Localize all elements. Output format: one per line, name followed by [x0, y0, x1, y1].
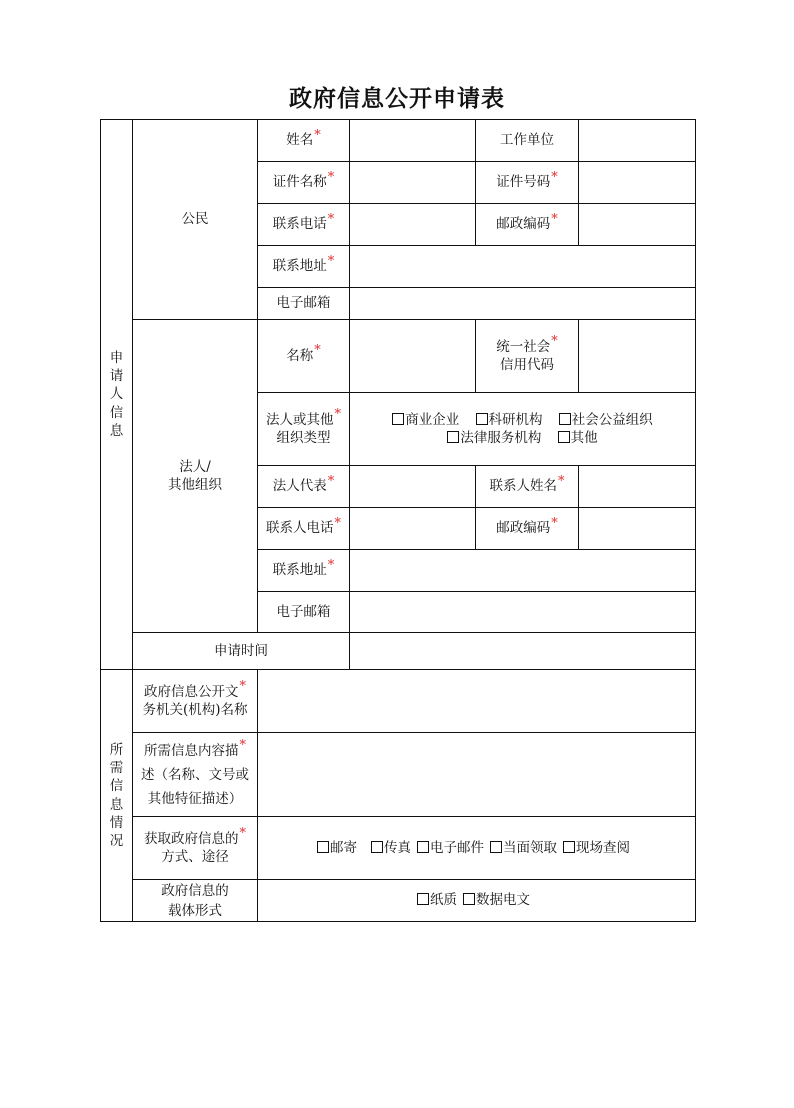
- access-method-option[interactable]: 邮寄: [317, 840, 357, 856]
- citizen-work-unit-field[interactable]: [579, 120, 696, 162]
- requested-info-section-label: 所 需 信 息 情 况: [101, 670, 133, 922]
- org-postcode-field[interactable]: [579, 508, 696, 550]
- info-description-field[interactable]: [258, 733, 696, 817]
- page-title: 政府信息公开申请表: [289, 86, 505, 112]
- access-method-option[interactable]: 现场查阅: [563, 840, 630, 856]
- org-contact-name-label: 联系人姓名*: [476, 466, 579, 508]
- citizen-address-label: 联系地址*: [258, 246, 350, 288]
- carrier-form-option[interactable]: 数据电文: [463, 892, 530, 908]
- checkbox-icon[interactable]: [371, 841, 383, 853]
- citizen-postcode-label: 邮政编码*: [476, 204, 579, 246]
- org-address-label: 联系地址*: [258, 550, 350, 592]
- org-type-option[interactable]: 社会公益组织: [559, 412, 653, 428]
- org-type-option[interactable]: 其他: [558, 430, 598, 446]
- org-email-field[interactable]: [350, 592, 696, 633]
- carrier-form-options: [258, 880, 696, 922]
- carrier-form-label: 政府信息的 载体形式: [133, 880, 258, 922]
- agency-name-field[interactable]: [258, 670, 696, 733]
- org-postcode-label: 邮政编码*: [476, 508, 579, 550]
- citizen-id-name-field[interactable]: [350, 162, 476, 204]
- access-method-options: [258, 817, 696, 880]
- org-name-label: 名称*: [258, 320, 350, 393]
- org-contact-phone-label: 联系人电话*: [258, 508, 350, 550]
- applicant-info-section-label: 申 请 人 信 息: [101, 120, 133, 670]
- org-type-option[interactable]: 商业企业: [392, 412, 459, 428]
- org-address-field[interactable]: [350, 550, 696, 592]
- carrier-form-option[interactable]: 纸质: [417, 892, 457, 908]
- agency-name-label: 政府信息公开文* 务机关(机构)名称: [133, 670, 258, 733]
- org-name-field[interactable]: [350, 320, 476, 393]
- citizen-email-field[interactable]: [350, 288, 696, 320]
- application-form-table: [100, 119, 696, 922]
- citizen-id-number-field[interactable]: [579, 162, 696, 204]
- citizen-label: 公民: [133, 120, 258, 320]
- checkbox-icon[interactable]: [417, 893, 429, 905]
- checkbox-icon[interactable]: [392, 413, 404, 425]
- access-method-option[interactable]: 当面领取: [490, 840, 557, 856]
- org-email-label: 电子邮箱: [258, 592, 350, 633]
- org-credit-code-field[interactable]: [579, 320, 696, 393]
- apply-time-label: 申请时间: [133, 633, 350, 670]
- citizen-email-label: 电子邮箱: [258, 288, 350, 320]
- info-description-label: 所需信息内容描* 述（名称、文号或 其他特征描述）: [133, 733, 258, 817]
- org-type-option[interactable]: 科研机构: [476, 412, 543, 428]
- org-contact-phone-field[interactable]: [350, 508, 476, 550]
- checkbox-icon[interactable]: [558, 431, 570, 443]
- citizen-phone-label: 联系电话*: [258, 204, 350, 246]
- checkbox-icon[interactable]: [476, 413, 488, 425]
- org-legal-rep-field[interactable]: [350, 466, 476, 508]
- checkbox-icon[interactable]: [463, 893, 475, 905]
- citizen-id-name-label: 证件名称*: [258, 162, 350, 204]
- access-method-option[interactable]: 电子邮件: [417, 840, 484, 856]
- org-credit-code-label: 统一社会* 信用代码: [476, 320, 579, 393]
- checkbox-icon[interactable]: [417, 841, 429, 853]
- access-method-option[interactable]: 传真: [371, 840, 411, 856]
- org-type-options: [350, 393, 696, 466]
- org-label: 法人/ 其他组织: [133, 320, 258, 633]
- citizen-name-label: 姓名*: [258, 120, 350, 162]
- org-type-label: 法人或其他* 组织类型: [258, 393, 350, 466]
- citizen-work-unit-label: 工作单位: [476, 120, 579, 162]
- checkbox-icon[interactable]: [563, 841, 575, 853]
- citizen-postcode-field[interactable]: [579, 204, 696, 246]
- checkbox-icon[interactable]: [447, 431, 459, 443]
- citizen-id-number-label: 证件号码*: [476, 162, 579, 204]
- org-type-option[interactable]: 法律服务机构: [447, 430, 541, 446]
- checkbox-icon[interactable]: [490, 841, 502, 853]
- org-contact-name-field[interactable]: [579, 466, 696, 508]
- citizen-address-field[interactable]: [350, 246, 696, 288]
- citizen-phone-field[interactable]: [350, 204, 476, 246]
- checkbox-icon[interactable]: [317, 841, 329, 853]
- org-legal-rep-label: 法人代表*: [258, 466, 350, 508]
- apply-time-field[interactable]: [350, 633, 696, 670]
- checkbox-icon[interactable]: [559, 413, 571, 425]
- citizen-name-field[interactable]: [350, 120, 476, 162]
- access-method-label: 获取政府信息的* 方式、途径: [133, 817, 258, 880]
